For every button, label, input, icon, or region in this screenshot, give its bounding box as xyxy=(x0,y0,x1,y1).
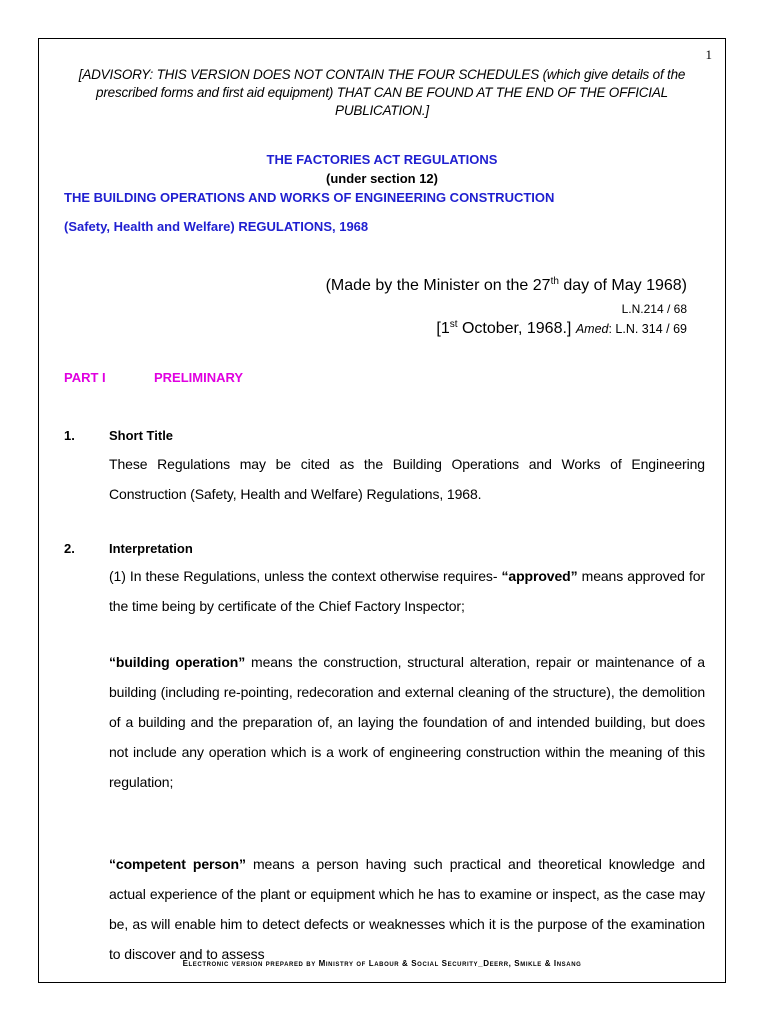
regulations-subtitle: (Safety, Health and Welfare) REGULATIONS, 1968 xyxy=(64,219,369,234)
act-subtitle: (under section 12) xyxy=(326,171,438,186)
section-heading: Short Title xyxy=(109,428,174,443)
part-title: PRELIMINARY xyxy=(154,370,244,385)
defined-term: “building operation” xyxy=(109,654,246,670)
commencement-date: [1st October, 1968.] Amed: L.N. 314 / 69 xyxy=(436,319,687,337)
page-number: 1 xyxy=(705,47,712,62)
made-by-line: (Made by the Minister on the 27th day of May 1968) xyxy=(325,276,687,294)
section-text: (1) In these Regulations, unless the context otherwise requires- “approved” means approved for the time being by certificate of the Chief Factory Inspector; xyxy=(109,568,705,614)
document-page xyxy=(38,38,726,983)
regulations-title: THE BUILDING OPERATIONS AND WORKS OF ENGINEERING CONSTRUCTION xyxy=(64,190,555,205)
section-text: These Regulations may be cited as the Building Operations and Works of Engineering Construction (Safety, Health and Welfare) Regulations, 1968. xyxy=(109,456,705,502)
legal-notice-number: L.N.214 / 68 xyxy=(621,302,687,316)
section-number: 2. xyxy=(64,541,75,556)
defined-term: “approved” xyxy=(501,568,578,584)
act-title: THE FACTORIES ACT REGULATIONS xyxy=(266,152,498,167)
page-footer: Electronic version prepared by Ministry of Labour & Social Security_Deerr, Smikle & Insang xyxy=(182,959,582,968)
advisory-note: [ADVISORY: THIS VERSION DOES NOT CONTAIN THE FOUR SCHEDULES (which give details of the prescribed forms and first aid equipment) THAT CAN BE FOUND AT THE END OF THE OFFICIAL PUBLICATION.] xyxy=(78,67,686,118)
definition-paragraph: “competent person” means a person having such practical and theoretical knowledge and actual experience of the plant or equipment which he has to examine or inspect, as the case may be, as will enable him to detect defects or weaknesses which it is the purpose of the examination to discover and to assess xyxy=(109,856,706,962)
part-number: PART I xyxy=(64,370,106,385)
section-heading: Interpretation xyxy=(109,541,193,556)
amendment-note: Amed: L.N. 314 / 69 xyxy=(575,322,687,336)
part-heading xyxy=(64,370,244,385)
definition-paragraph: “building operation” means the construction, structural alteration, repair or maintenance of a building (including re-pointing, redecoration and external cleaning of the structure), the demolition of a building and the preparation of, an laying the foundation of and intended building, but does not include any operation which is a work of engineering construction within the meaning of this regulation; xyxy=(109,654,705,790)
defined-term: “competent person” xyxy=(109,856,246,872)
section-number: 1. xyxy=(64,428,75,443)
